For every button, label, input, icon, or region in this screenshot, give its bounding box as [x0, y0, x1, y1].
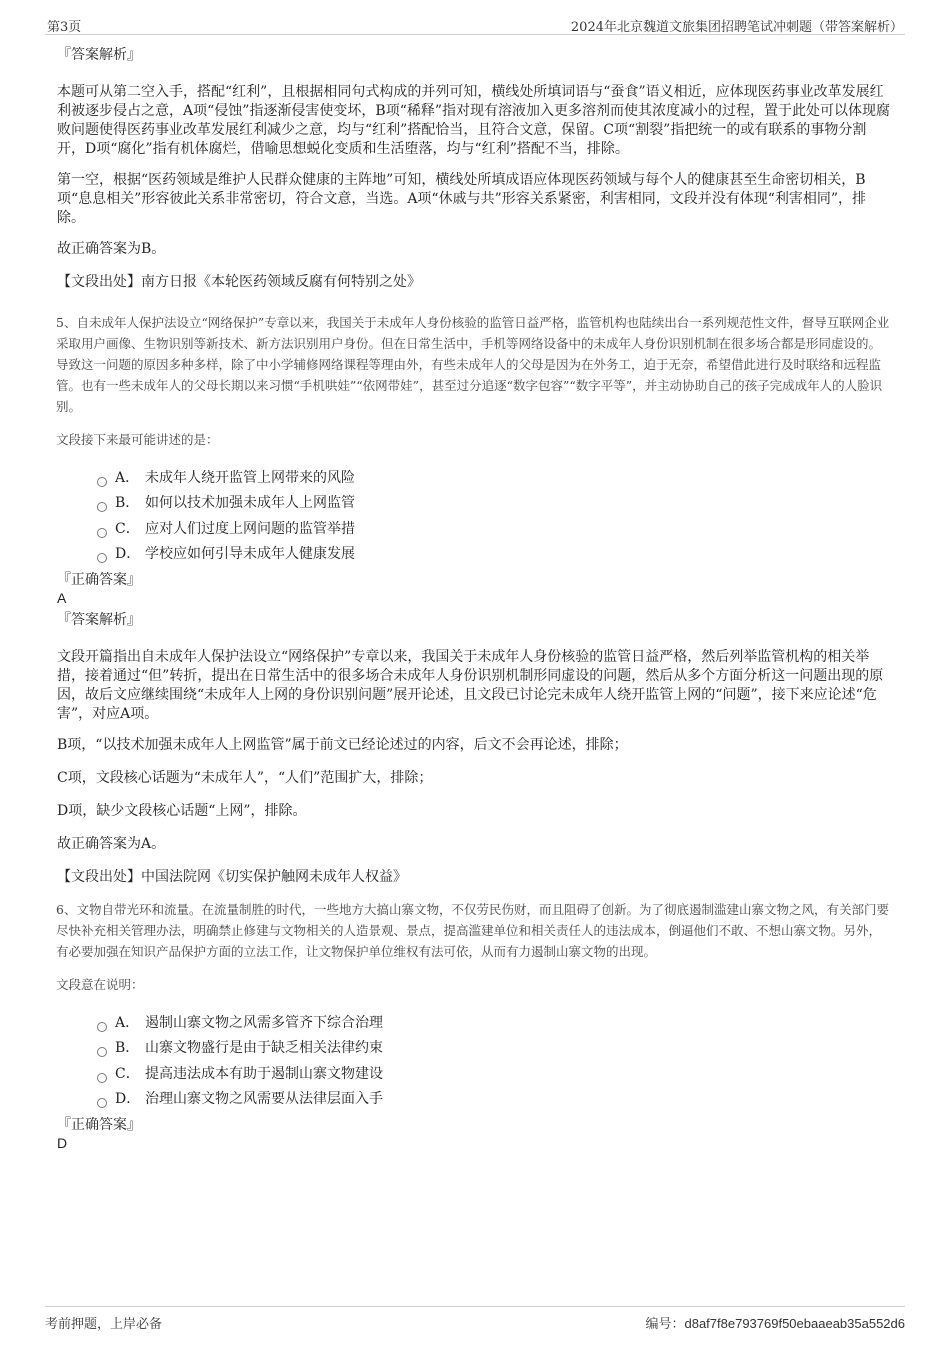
document-code	[645, 1313, 905, 1332]
option-a[interactable]: A． 未成年人绕开监管上网带来的风险	[97, 465, 893, 491]
analysis-conclusion: 故正确答案为B。	[57, 241, 166, 257]
option-d[interactable]: D． 治理山寨文物之风需要从法律层面入手	[97, 1087, 893, 1113]
page-content	[57, 46, 893, 1156]
radio-icon[interactable]	[97, 528, 107, 538]
radio-icon[interactable]	[97, 1022, 107, 1032]
analysis-conclusion: 故正确答案为A。	[57, 836, 166, 852]
radio-icon[interactable]	[97, 1098, 107, 1108]
answer-tag: 『正确答案』	[57, 1117, 141, 1133]
radio-icon[interactable]	[97, 1073, 107, 1083]
radio-icon[interactable]	[97, 477, 107, 487]
answer-tag: 『正确答案』	[57, 572, 141, 588]
code-label: 编号：	[645, 1317, 685, 1332]
option-a[interactable]: A． 遏制山寨文物之风需多管齐下综合治理	[97, 1010, 893, 1036]
option-c[interactable]: C． 应对人们过度上网问题的监管举措	[97, 516, 893, 542]
correct-answer-6: D	[57, 1135, 68, 1151]
radio-icon[interactable]	[97, 502, 107, 512]
document-title: 2024年北京魏道文旅集团招聘笔试冲刺题（带答案解析）	[570, 20, 903, 35]
radio-icon[interactable]	[97, 1047, 107, 1057]
option-b[interactable]: B． 山寨文物盛行是由于缺乏相关法律约束	[97, 1036, 893, 1062]
option-c[interactable]: C． 提高违法成本有助于遏制山寨文物建设	[97, 1061, 893, 1087]
analysis-paragraph: 第一空，根据“医药领域是维护人民群众健康的主阵地”可知，横线处所填成语应体现医药领域与每个人的健康甚至生命密切相关，B项“息息相关”形容彼此关系非常密切，符合文意，当选。A项“休戚与共”形容关系紧密，利害相同，文段并没有体现“利害相同”，排除。	[57, 172, 867, 226]
question-stem-6: 6、文物自带光环和流量。在流量制胜的时代，一些地方大搞山寨文物，不仅劳民伤财，而且阻碍了创新。为了彻底遏制滥建山寨文物之风，有关部门要尽快补充相关管理办法，明确禁止修建与文物相关的人造景观、景点，提高滥建单位和相关责任人的违法成本，倒逼他们不敢、不想山寨文物。另外，有必要加强在知识产品保护方面的立法工作，让文物保护单位维权有法可依，从而有力遏制山寨文物的出现。	[56, 902, 889, 959]
question-prompt-6: 文段意在说明：	[56, 977, 144, 992]
analysis-paragraph: C项，文段核心话题为“未成年人”，“人们”范围扩大，排除；	[57, 770, 433, 786]
analysis-tag: 『答案解析』	[57, 47, 141, 63]
source-note: 【文段出处】南方日报《本轮医药领域反腐有何特别之处》	[57, 274, 421, 290]
radio-icon[interactable]	[97, 553, 107, 563]
analysis-paragraph: D项，缺少文段核心话题“上网”，排除。	[57, 803, 307, 819]
question-stem-5: 5、自未成年人保护法设立“网络保护”专章以来，我国关于未成年人身份核验的监管日益严格，监管机构也陆续出台一系列规范性文件，督导互联网企业采取用户画像、生物识别等新技术、新方法识别用户身份。但在日常生活中，手机等网络设备中的未成年人身份识别机制在很多场合都是形同虚设的。导致这一问题的原因多种多样，除了中小学辅修网络课程等理由外，有些未成年人的父母是因为在外务工，迫于无奈，希望借此进行及时联络和远程监管。也有一些未成年人的父母长期以来习惯“手机哄娃”“依网带娃”，甚至过分追逐“数字包容”“数字平等”，并主动协助自己的孩子完成成年人的人脸识别。	[56, 315, 890, 414]
analysis-paragraph: B项，“以技术加强未成年人上网监管”属于前文已经论述过的内容，后文不会再论述，排除；	[57, 737, 628, 753]
page-footer	[45, 1306, 905, 1332]
page-header	[45, 14, 905, 35]
code-value: d8af7f8e793769f50ebaaeab35a552d6	[684, 1316, 905, 1331]
analysis-tag: 『答案解析』	[57, 612, 141, 628]
source-note: 【文段出处】中国法院网《切实保护触网未成年人权益》	[57, 869, 407, 885]
analysis-paragraph: 文段开篇指出自未成年人保护法设立“网络保护”专章以来，我国关于未成年人身份核验的监管日益严格，然后列举监管机构的相关举措，接着通过“但”转折，提出在日常生活中的很多场合未成年人身份识别机制形同虚设的问题，然后从多个方面分析这一问题出现的原因，故后文应继续围绕“未成年人上网的身份识别问题”展开论述，且文段已讨论完未成年人绕开监管上网的“问题”，接下来应论述“危害”，对应A项。	[57, 649, 884, 722]
options-list-6	[57, 1010, 893, 1112]
analysis-paragraph: 本题可从第二空入手，搭配“红利”，且根据相同句式构成的并列可知，横线处所填词语与“蚕食”语义相近，应体现医药事业改革发展红利被逐步侵占之意，A项“侵蚀”指逐渐侵害使变坏，B项“稀释”指对现有溶液加入更多溶剂而使其浓度减小的过程，置于此处可以体现腐败问题使得医药事业改革发展红利减少之意，均与“红利”搭配恰当，且符合文意，保留。C项“割裂”指把统一的或有联系的事物分割开，D项“腐化”指有机体腐烂，借喻思想蜕化变质和生活堕落，均与“红利”搭配不当，排除。	[57, 84, 891, 157]
option-d[interactable]: D． 学校应如何引导未成年人健康发展	[97, 542, 893, 568]
option-b[interactable]: B． 如何以技术加强未成年人上网监管	[97, 491, 893, 517]
question-prompt-5: 文段接下来最可能讲述的是：	[56, 432, 219, 447]
options-list-5	[57, 465, 893, 567]
footer-slogan: 考前押题，上岸必备	[45, 1317, 163, 1332]
correct-answer-5: A	[57, 590, 67, 606]
page-number: 第3页	[47, 20, 82, 35]
